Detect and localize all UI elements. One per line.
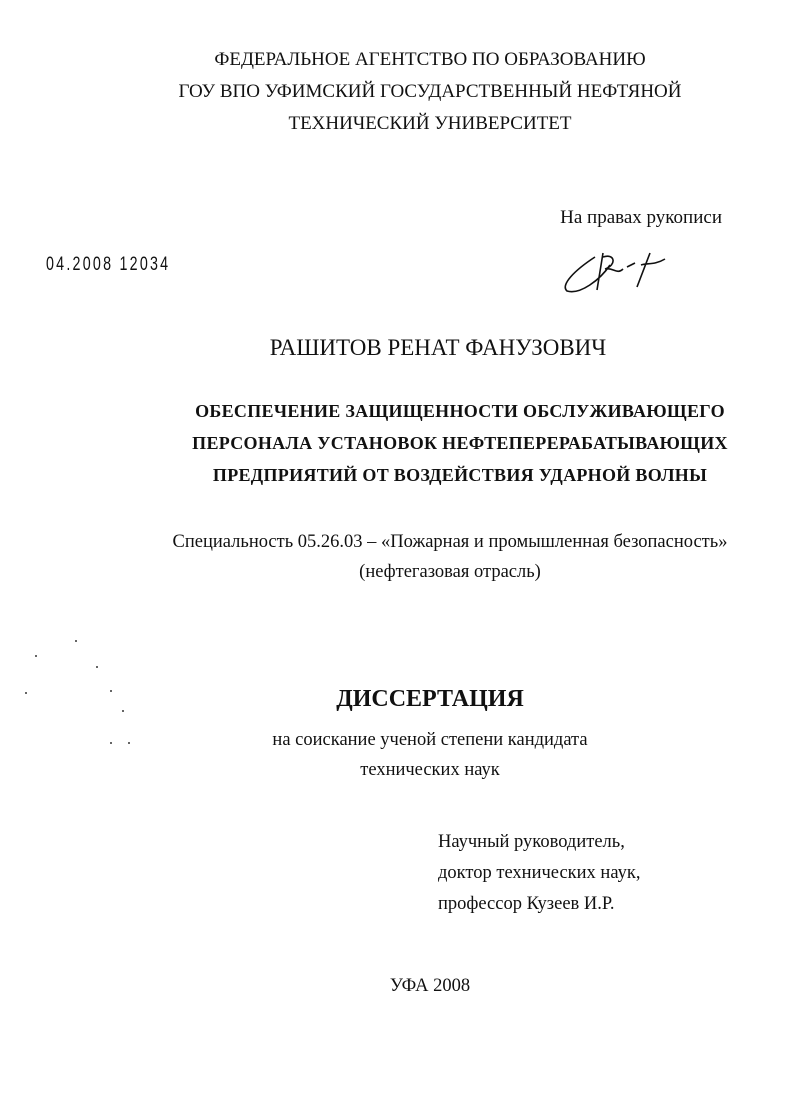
place-year: УФА 2008 bbox=[389, 976, 471, 996]
title-line-2: ПЕРСОНАЛА УСТАНОВОК НЕФТЕПЕРЕРАБАТЫВАЮЩИХ bbox=[192, 433, 728, 453]
title-line-3: ПРЕДПРИЯТИЙ ОТ ВОЗДЕЙСТВИЯ УДАРНОЙ ВОЛНЫ bbox=[212, 465, 708, 485]
degree-line-2: технических наук bbox=[360, 760, 500, 780]
specialty-line-1: Специальность 05.26.03 – «Пожарная и промышленная безопасность» bbox=[172, 532, 728, 552]
degree-line-1: на соискание ученой степени кандидата bbox=[272, 730, 588, 750]
author-name: РАШИТОВ РЕНАТ ФАНУЗОВИЧ bbox=[269, 335, 607, 360]
header-line-2: ГОУ ВПО УФИМСКИЙ ГОСУДАРСТВЕННЫЙ НЕФТЯНОЙ bbox=[178, 81, 682, 102]
archive-stamp: 04.2008 12034 bbox=[46, 254, 171, 275]
document-type: ДИССЕРТАЦИЯ bbox=[336, 686, 524, 712]
signature bbox=[555, 245, 685, 300]
title-line-1: ОБЕСПЕЧЕНИЕ ЗАЩИЩЕННОСТИ ОБСЛУЖИВАЮЩЕГО bbox=[195, 401, 725, 421]
supervisor-line-3: профессор Кузеев И.Р. bbox=[438, 894, 615, 914]
header-line-1: ФЕДЕРАЛЬНОЕ АГЕНТСТВО ПО ОБРАЗОВАНИЮ bbox=[214, 49, 646, 70]
supervisor-line-1: Научный руководитель, bbox=[438, 832, 625, 852]
rights-note: На правах рукописи bbox=[560, 207, 722, 228]
header-line-3: ТЕХНИЧЕСКИЙ УНИВЕРСИТЕТ bbox=[288, 113, 572, 134]
supervisor-line-2: доктор технических наук, bbox=[438, 863, 641, 883]
specialty-line-2: (нефтегазовая отрасль) bbox=[359, 562, 541, 582]
